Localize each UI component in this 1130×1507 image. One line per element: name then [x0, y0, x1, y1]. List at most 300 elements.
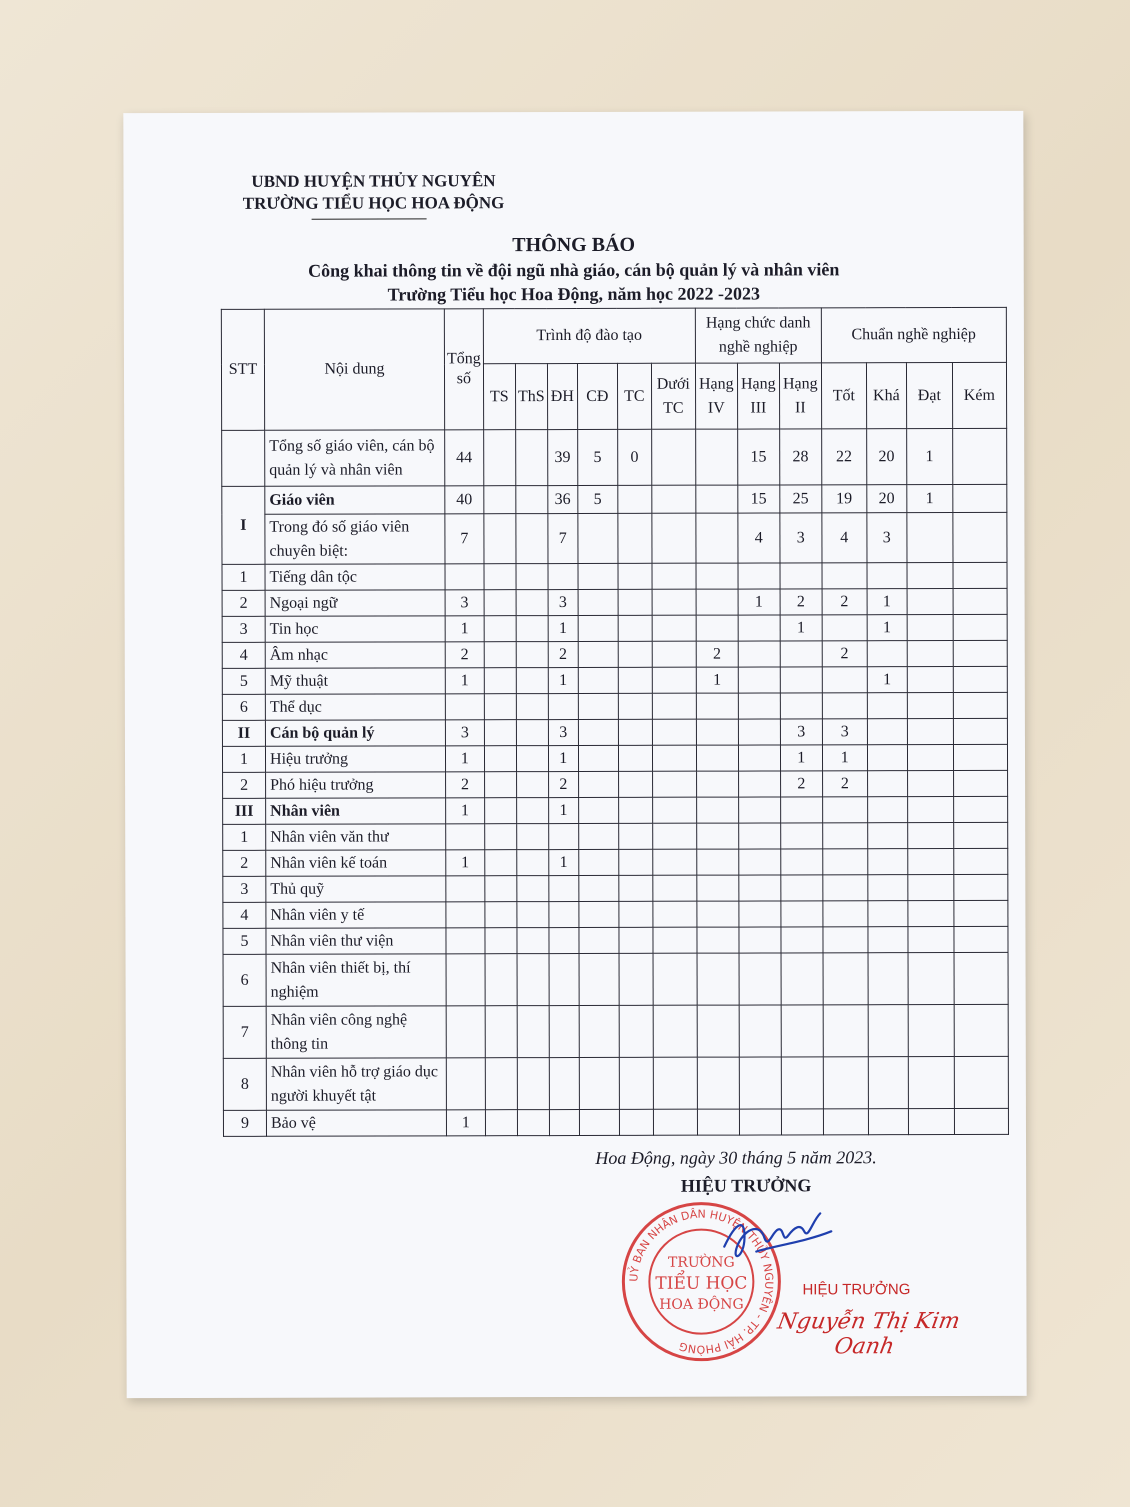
row-value: 1: [445, 746, 484, 772]
row-value: [907, 771, 953, 797]
row-value: [516, 694, 548, 720]
row-value: [867, 719, 907, 745]
row-value: [907, 797, 953, 823]
seal-line-1: TRƯỜNG: [668, 1254, 735, 1271]
row-value: [446, 876, 485, 902]
row-content: Nhân viên hỗ trợ giáo dục người khuyết tật: [266, 1058, 446, 1110]
org-line-2: TRƯỜNG TIỂU HỌC HOA ĐỘNG: [242, 193, 505, 213]
row-value: [954, 1056, 1008, 1108]
row-content: Bảo vệ: [266, 1110, 446, 1136]
row-value: [954, 952, 1008, 1004]
row-value: [516, 642, 548, 668]
row-value: 1: [446, 850, 485, 876]
row-value: [446, 928, 485, 954]
row-value: 15: [737, 429, 779, 485]
row-value: [549, 1109, 579, 1135]
header-standard-2: Đạt: [906, 363, 952, 429]
row-value: 1: [446, 1110, 485, 1136]
row-stt: 2: [223, 850, 266, 876]
row-value: 19: [822, 485, 867, 513]
row-value: [578, 771, 618, 797]
row-value: [781, 1057, 823, 1109]
row-value: [738, 693, 780, 719]
row-value: 2: [822, 589, 867, 615]
header-rank-2: Hạng II: [779, 363, 821, 429]
row-content: Tổng số giáo viên, cán bộ quản lý và nhân viên: [265, 430, 445, 486]
row-stt: III: [223, 798, 266, 824]
row-value: 15: [738, 485, 780, 513]
row-value: [578, 797, 618, 823]
row-value: 20: [866, 429, 906, 485]
signer-name: Nguyễn Thị Kim Oanh: [775, 1308, 962, 1360]
row-value: [652, 667, 696, 693]
row-value: [953, 666, 1007, 692]
row-value: 3: [780, 719, 822, 745]
row-value: [953, 614, 1007, 640]
row-value: 2: [446, 772, 485, 798]
header-rank-group: Hạng chức danh nghề nghiệp: [695, 308, 821, 363]
table-row: [223, 874, 1008, 902]
row-value: [822, 823, 867, 849]
row-value: [578, 667, 618, 693]
row-value: [652, 823, 696, 849]
row-value: [484, 514, 516, 564]
row-value: [908, 1005, 954, 1057]
row-value: [780, 823, 822, 849]
row-value: [867, 823, 907, 849]
row-value: [908, 875, 954, 901]
row-value: [908, 953, 954, 1005]
row-stt: 4: [222, 642, 265, 668]
row-value: [579, 1057, 619, 1109]
row-value: [653, 927, 697, 953]
row-value: [484, 772, 516, 798]
row-value: 2: [822, 771, 867, 797]
row-value: [953, 822, 1007, 848]
row-value: [953, 744, 1007, 770]
row-value: [780, 641, 822, 667]
row-value: 1: [548, 667, 578, 693]
seal-line-3: HOA ĐỘNG: [659, 1296, 744, 1313]
row-value: [781, 849, 823, 875]
table-row: [223, 796, 1008, 824]
document-paper: [123, 111, 1026, 1398]
row-stt: 5: [222, 668, 265, 694]
row-value: [484, 642, 516, 668]
row-value: [484, 590, 516, 616]
row-stt: 1: [223, 824, 266, 850]
row-value: [652, 485, 696, 513]
row-value: [781, 901, 823, 927]
row-value: 2: [548, 771, 578, 797]
row-value: [738, 641, 780, 667]
row-value: 28: [779, 429, 821, 485]
row-value: [619, 1109, 653, 1135]
row-value: [868, 1109, 908, 1135]
row-value: [618, 485, 652, 513]
row-value: 22: [821, 429, 866, 485]
row-value: [822, 693, 867, 719]
row-value: [697, 1005, 739, 1057]
row-value: [780, 797, 822, 823]
row-value: [953, 640, 1007, 666]
row-value: [823, 1057, 868, 1109]
row-value: 1: [696, 667, 738, 693]
row-stt: II: [222, 720, 265, 746]
row-value: [907, 589, 953, 615]
row-value: [517, 1110, 549, 1136]
row-value: [953, 484, 1007, 512]
row-value: 7: [548, 513, 578, 563]
row-value: [516, 720, 548, 746]
row-value: [907, 641, 953, 667]
row-value: [485, 850, 517, 876]
row-value: [954, 1108, 1008, 1134]
row-value: [446, 1058, 485, 1110]
row-value: [619, 901, 653, 927]
row-value: [696, 615, 738, 641]
table-row: [222, 666, 1007, 694]
row-value: [618, 513, 652, 563]
row-value: [823, 927, 868, 953]
row-value: [618, 667, 652, 693]
row-value: [446, 902, 485, 928]
row-value: [485, 1006, 517, 1058]
row-value: [823, 901, 868, 927]
row-value: [446, 824, 485, 850]
row-value: 36: [548, 485, 578, 513]
row-value: 1: [548, 745, 578, 771]
row-value: 5: [578, 485, 618, 513]
row-value: [653, 901, 697, 927]
row-value: [485, 928, 517, 954]
header-training-5: Dưới TC: [651, 363, 695, 429]
row-value: [696, 563, 738, 589]
table-row: [223, 1004, 1008, 1058]
seal-ring-text: UỶ BAN NHÂN DÂN HUYỆN THỦY NGUYÊN - TP. HẢI PHÒNG: [627, 1207, 776, 1356]
row-value: [867, 693, 907, 719]
row-value: [867, 797, 907, 823]
signing-date: Hoa Động, ngày 30 tháng 5 năm 2023.: [595, 1147, 877, 1168]
header-training-4: TC: [617, 363, 651, 429]
row-value: [485, 1058, 517, 1110]
row-value: [781, 875, 823, 901]
row-value: [738, 797, 780, 823]
row-value: 1: [907, 485, 953, 513]
row-value: [697, 953, 739, 1005]
row-value: [781, 1109, 823, 1135]
header-standard-0: Tốt: [821, 363, 866, 429]
row-value: [652, 797, 696, 823]
row-value: [823, 953, 868, 1005]
staff-table: [221, 307, 1009, 1137]
row-value: [549, 1057, 579, 1109]
row-value: 4: [822, 513, 867, 563]
row-value: [696, 513, 738, 563]
row-value: [907, 693, 953, 719]
header-training-group: Trình độ đào tạo: [483, 308, 695, 364]
row-value: [652, 771, 696, 797]
row-value: [516, 668, 548, 694]
row-value: [868, 953, 908, 1005]
row-value: [445, 564, 484, 590]
row-value: [739, 875, 781, 901]
table-row: [222, 562, 1007, 590]
row-value: [619, 849, 653, 875]
row-value: [652, 745, 696, 771]
signer-title: HIỆU TRƯỞNG: [680, 1175, 812, 1196]
row-content: Ngoại ngữ: [265, 590, 445, 616]
row-value: [652, 589, 696, 615]
row-value: [578, 589, 618, 615]
row-value: [516, 486, 548, 514]
row-value: [908, 901, 954, 927]
row-value: 40: [445, 486, 484, 514]
row-value: [780, 693, 822, 719]
row-value: [652, 719, 696, 745]
row-value: [738, 563, 780, 589]
row-value: [549, 927, 579, 953]
row-value: [618, 641, 652, 667]
row-content: Mỹ thuật: [265, 668, 445, 694]
row-value: [653, 953, 697, 1005]
row-value: [579, 849, 619, 875]
row-value: [908, 849, 954, 875]
row-value: [696, 823, 738, 849]
row-value: [907, 563, 953, 589]
row-content: Hiệu trưởng: [265, 746, 445, 772]
header-training-3: CĐ: [577, 363, 617, 429]
row-value: [549, 901, 579, 927]
row-value: [618, 693, 652, 719]
row-value: [696, 745, 738, 771]
row-value: [781, 1005, 823, 1057]
row-content: Thủ quỹ: [266, 876, 446, 902]
row-value: 44: [445, 430, 484, 486]
header-training-0: TS: [483, 364, 515, 430]
row-value: [954, 874, 1008, 900]
table-row: [222, 484, 1007, 514]
row-value: [517, 928, 549, 954]
row-value: [548, 563, 578, 589]
row-value: [484, 694, 516, 720]
row-value: [953, 588, 1007, 614]
row-stt: 1: [222, 564, 265, 590]
row-value: [696, 693, 738, 719]
row-value: [549, 875, 579, 901]
row-value: [780, 563, 822, 589]
table-row: [223, 770, 1008, 798]
table-row: [222, 692, 1007, 720]
row-stt: 9: [223, 1110, 266, 1136]
row-value: [652, 513, 696, 563]
row-value: [618, 771, 652, 797]
table-row: [222, 718, 1007, 746]
table-row: [223, 822, 1008, 850]
row-value: [738, 745, 780, 771]
row-value: [696, 589, 738, 615]
table-row: [223, 952, 1008, 1006]
row-value: [618, 615, 652, 641]
row-value: 39: [547, 429, 577, 485]
row-value: 3: [822, 719, 867, 745]
header-standard-3: Kém: [952, 362, 1006, 428]
row-value: [653, 1057, 697, 1109]
row-value: [651, 429, 695, 485]
row-value: [548, 823, 578, 849]
stamp-title: HIỆU TRƯỞNG: [802, 1281, 911, 1299]
header-stt: STT: [221, 309, 264, 430]
row-value: [578, 745, 618, 771]
row-stt: 6: [223, 954, 266, 1006]
row-value: [517, 902, 549, 928]
row-value: [516, 746, 548, 772]
row-content: Nhân viên y tế: [266, 902, 446, 928]
row-value: 4: [738, 513, 780, 563]
row-value: [739, 927, 781, 953]
row-content: Nhân viên: [266, 798, 446, 824]
row-value: 1: [867, 615, 907, 641]
row-value: [739, 953, 781, 1005]
row-content: Thể dục: [265, 694, 445, 720]
row-value: [695, 429, 737, 485]
row-value: [445, 694, 484, 720]
row-value: 3: [445, 590, 484, 616]
row-value: [868, 927, 908, 953]
row-value: [618, 589, 652, 615]
row-stt: 3: [222, 616, 265, 642]
row-value: [619, 953, 653, 1005]
header-standard-1: Khá: [866, 363, 906, 429]
row-value: [579, 953, 619, 1005]
row-value: [516, 616, 548, 642]
row-value: [619, 1005, 653, 1057]
row-value: [953, 796, 1007, 822]
row-content: Nhân viên công nghệ thông tin: [266, 1006, 446, 1058]
row-stt: 2: [223, 772, 266, 798]
row-stt: 6: [222, 694, 265, 720]
row-value: [867, 563, 907, 589]
row-value: 1: [780, 615, 822, 641]
row-value: [823, 875, 868, 901]
row-value: [907, 615, 953, 641]
row-value: [822, 667, 867, 693]
row-value: 1: [822, 745, 867, 771]
row-value: [822, 563, 867, 589]
row-value: [578, 563, 618, 589]
row-value: 3: [548, 719, 578, 745]
row-value: [618, 745, 652, 771]
row-stt: 3: [223, 876, 266, 902]
row-value: [696, 797, 738, 823]
row-value: 2: [548, 641, 578, 667]
row-value: [823, 849, 868, 875]
row-value: 1: [549, 849, 579, 875]
header-rank-0: Hạng IV: [695, 363, 737, 429]
row-value: [954, 900, 1008, 926]
row-value: 7: [445, 514, 484, 564]
row-content: Phó hiệu trưởng: [266, 772, 446, 798]
row-content: Giáo viên: [265, 486, 445, 514]
table-row: [222, 428, 1007, 486]
row-value: [618, 797, 652, 823]
row-value: [867, 641, 907, 667]
row-value: 1: [738, 589, 780, 615]
table-row: [222, 744, 1007, 772]
row-value: [739, 849, 781, 875]
row-value: 1: [446, 798, 485, 824]
row-value: [953, 718, 1007, 744]
row-content: Nhân viên thư viện: [266, 928, 446, 954]
row-stt: 8: [223, 1058, 266, 1110]
row-value: [697, 1057, 739, 1109]
row-value: [738, 615, 780, 641]
row-value: [485, 954, 517, 1006]
row-value: 1: [867, 667, 907, 693]
row-value: 3: [780, 513, 822, 563]
table-row: [223, 1056, 1008, 1110]
row-value: [822, 797, 867, 823]
row-value: [908, 1057, 954, 1109]
row-value: [483, 430, 515, 486]
row-value: 3: [445, 720, 484, 746]
row-value: 1: [548, 615, 578, 641]
row-value: [549, 953, 579, 1005]
row-value: [484, 668, 516, 694]
row-value: [868, 1057, 908, 1109]
row-value: [697, 901, 739, 927]
row-value: [954, 1004, 1008, 1056]
row-stt: 1: [222, 746, 265, 772]
row-value: [517, 1058, 549, 1110]
table-row: [222, 614, 1007, 642]
row-value: [954, 926, 1008, 952]
row-content: Nhân viên thiết bị, thí nghiệm: [266, 954, 446, 1006]
row-value: [484, 746, 516, 772]
row-value: [516, 798, 548, 824]
row-value: 2: [780, 589, 822, 615]
row-value: [907, 667, 953, 693]
row-content: Tin học: [265, 616, 445, 642]
row-value: [907, 745, 953, 771]
row-value: [823, 1109, 868, 1135]
header-content: Nội dung: [264, 309, 444, 430]
row-value: [446, 954, 485, 1006]
row-value: [517, 954, 549, 1006]
row-value: [579, 875, 619, 901]
row-value: [484, 824, 516, 850]
row-value: 0: [617, 429, 651, 485]
header-standard-group: Chuẩn nghề nghiệp: [821, 307, 1006, 362]
row-stt: 5: [223, 928, 266, 954]
table-row: [222, 588, 1007, 616]
row-value: [696, 719, 738, 745]
row-value: [868, 901, 908, 927]
row-stt: [222, 430, 265, 486]
row-value: [579, 927, 619, 953]
row-value: [578, 719, 618, 745]
row-value: [696, 771, 738, 797]
row-value: [578, 513, 618, 563]
row-value: [618, 823, 652, 849]
row-value: [446, 1006, 485, 1058]
row-value: 2: [445, 642, 484, 668]
header-training-1: ThS: [515, 364, 547, 430]
row-value: [517, 850, 549, 876]
row-value: [907, 719, 953, 745]
row-value: [548, 693, 578, 719]
row-value: [738, 719, 780, 745]
